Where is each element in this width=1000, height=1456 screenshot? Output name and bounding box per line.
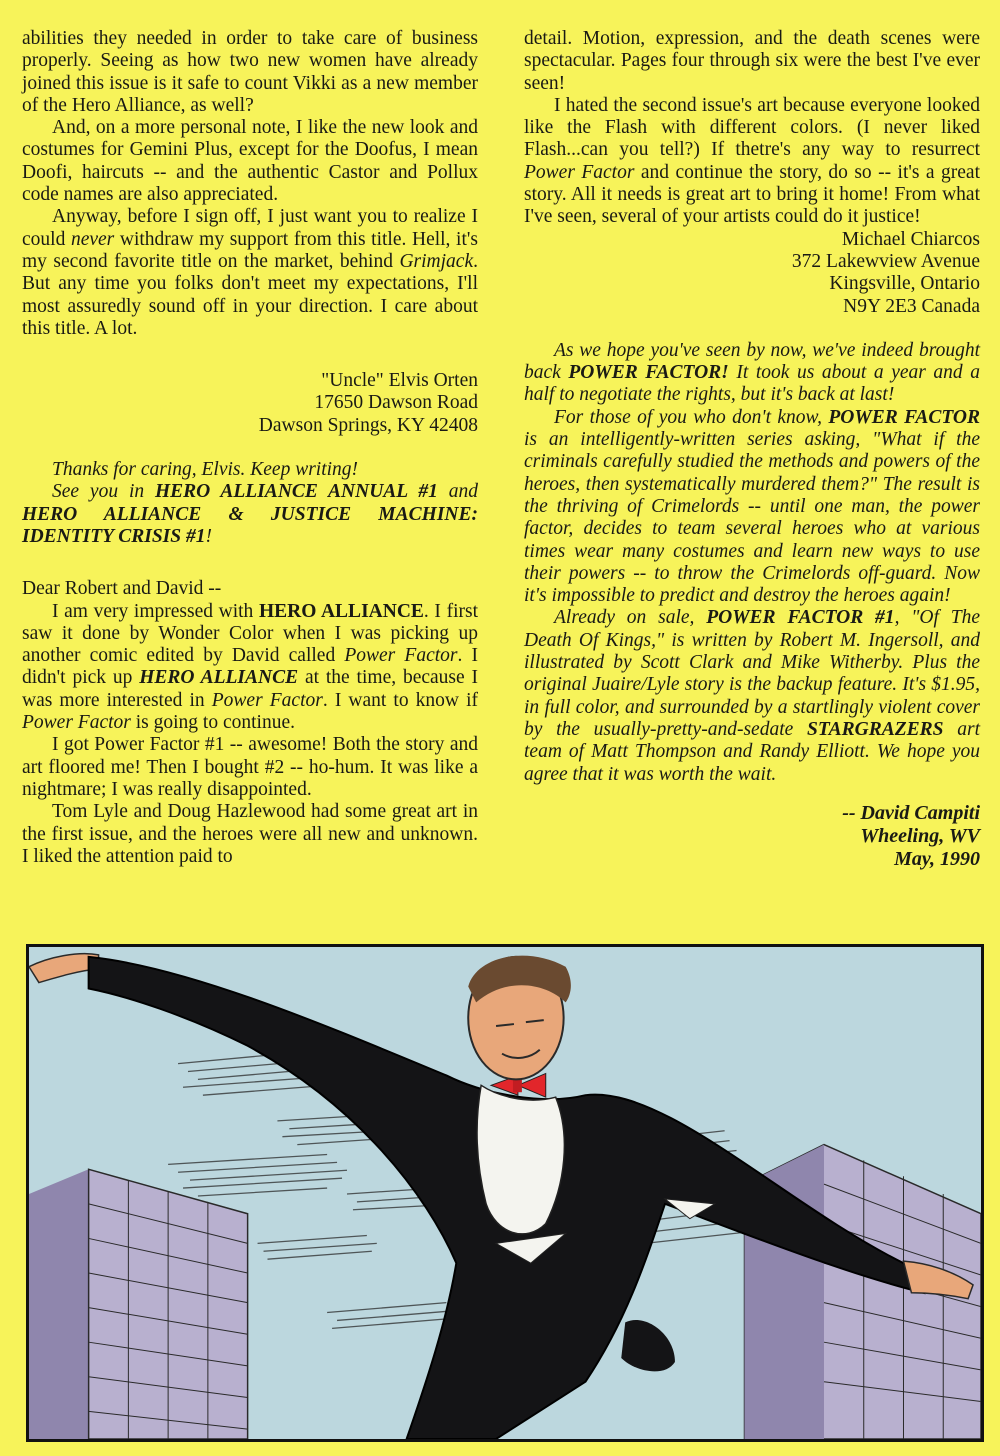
letter2-signature-city: Kingsville, Ontario (829, 273, 980, 295)
letter2-paragraph: I got Power Factor #1 -- awesome! Both the story and art floored me! Then I bought #2 -- ho-hum. It was like a nightmare; I was really disappointed. (22, 734, 478, 800)
right-column (524, 28, 980, 871)
letter2-signature-street: 372 Lakewview Avenue (791, 250, 980, 272)
letter2-salutation: Dear Robert and David -- (22, 578, 222, 600)
letter1-paragraph: Anyway, before I sign off, I just want you to realize I could never withdraw my support from this title. Hell, it's my second favorite title on the market, behind Grimjack. But any time you folks don't meet my expectations, I'll most assuredly sound off in your direction. I care about this title. A lot. (22, 206, 478, 339)
building-left-shadow (29, 1169, 89, 1439)
editorial-signoff (524, 802, 980, 871)
letter2-paragraph: I hated the second issue's art because everyone looked like the Flash with different colors. (I never liked Flash...can you tell?) If thetre's any way to resurrect Power Factor and continue the story, do so -- it's a great story. All it needs is great art to bring it home! From what I've seen, several of your artists could do it justice! (524, 94, 981, 228)
editor-reply: Thanks for caring, Elvis. Keep writing! (52, 459, 359, 481)
comic-illustration-panel (26, 944, 984, 1442)
signoff-name: -- David Campiti (842, 801, 980, 824)
letter1-signature-city: Dawson Springs, KY 42408 (258, 414, 478, 436)
letter2-paragraph: I am very impressed with HERO ALLIANCE. I first saw it done by Wonder Color when I was picking up another comic edited by David called Power Factor. I didn't pick up HERO ALLIANCE at the time, because I was more interested in Power Factor. I want to know if Power Factor is going to continue. (22, 600, 479, 734)
letter1-signature-street: 17650 Dawson Road (314, 392, 478, 414)
letter2-signature-name: Michael Chiarcos (841, 228, 980, 250)
editor-reply: See you in HERO ALLIANCE ANNUAL #1 and HERO ALLIANCE & JUSTICE MACHINE: IDENTITY CRISIS #1! (22, 481, 478, 547)
shirt-front (477, 1085, 564, 1234)
letter2-continuation: detail. Motion, expression, and the death scenes were spectacular. Pages four through six were the best I've ever seen! (524, 28, 980, 94)
left-column (22, 28, 478, 868)
letter1-signature-name: "Uncle" Elvis Orten (321, 370, 478, 392)
editorial-paragraph: As we hope you've seen by now, we've indeed brought back POWER FACTOR! It took us about a year and a half to negotiate the rights, but it's back at last! (524, 339, 981, 406)
falling-man-illustration (29, 947, 981, 1439)
letter2-paragraph: Tom Lyle and Doug Hazlewood had some great art in the first issue, and the heroes were all new and unknown. I liked the attention paid to (22, 801, 478, 867)
signoff-date: May, 1990 (894, 847, 980, 870)
editorial-paragraph: For those of you who don't know, POWER FACTOR is an intelligently-written series asking, "What if the criminals carefully studied the methods and powers of the heroes, then systematically murdered them?" The result is the thriving of Crimelords -- until one man, the power factor, decides to team several heroes who at various times wear many costumes and learn new ways to use their powers -- to throw the Crimelords off-guard. Now it's impossible to predict and destroy the heroes again! (524, 406, 980, 607)
letter1-continuation: abilities they needed in order to take care of business properly. Seeing as how two new women have already joined this issue is it safe to count Vikki as a new member of the Hero Alliance, as well? (22, 28, 478, 116)
editorial-paragraph: Already on sale, POWER FACTOR #1, "Of The Death Of Kings," is written by Robert M. Ingersoll, and illustrated by Scott Clark and Mike Witherby. Plus the original Juaire/Lyle story is the backup feature. It's $1.95, in full color, and surrounded by a startlingly violent cover by the usually-pretty-and-sedate STARGRAZERS art team of Matt Thompson and Randy Elliott. We hope you agree that it was worth the wait. (524, 607, 980, 785)
bowtie-knot (513, 1078, 522, 1092)
signoff-city: Wheeling, WV (860, 824, 980, 847)
letter2-signature-postal: N9Y 2E3 Canada (843, 295, 980, 317)
letter1-paragraph: And, on a more personal note, I like the new look and costumes for Gemini Plus, except for the Doofus, I mean Doofi, haircuts -- and the authentic Castor and Pollux code names are also appreciated. (22, 117, 478, 206)
